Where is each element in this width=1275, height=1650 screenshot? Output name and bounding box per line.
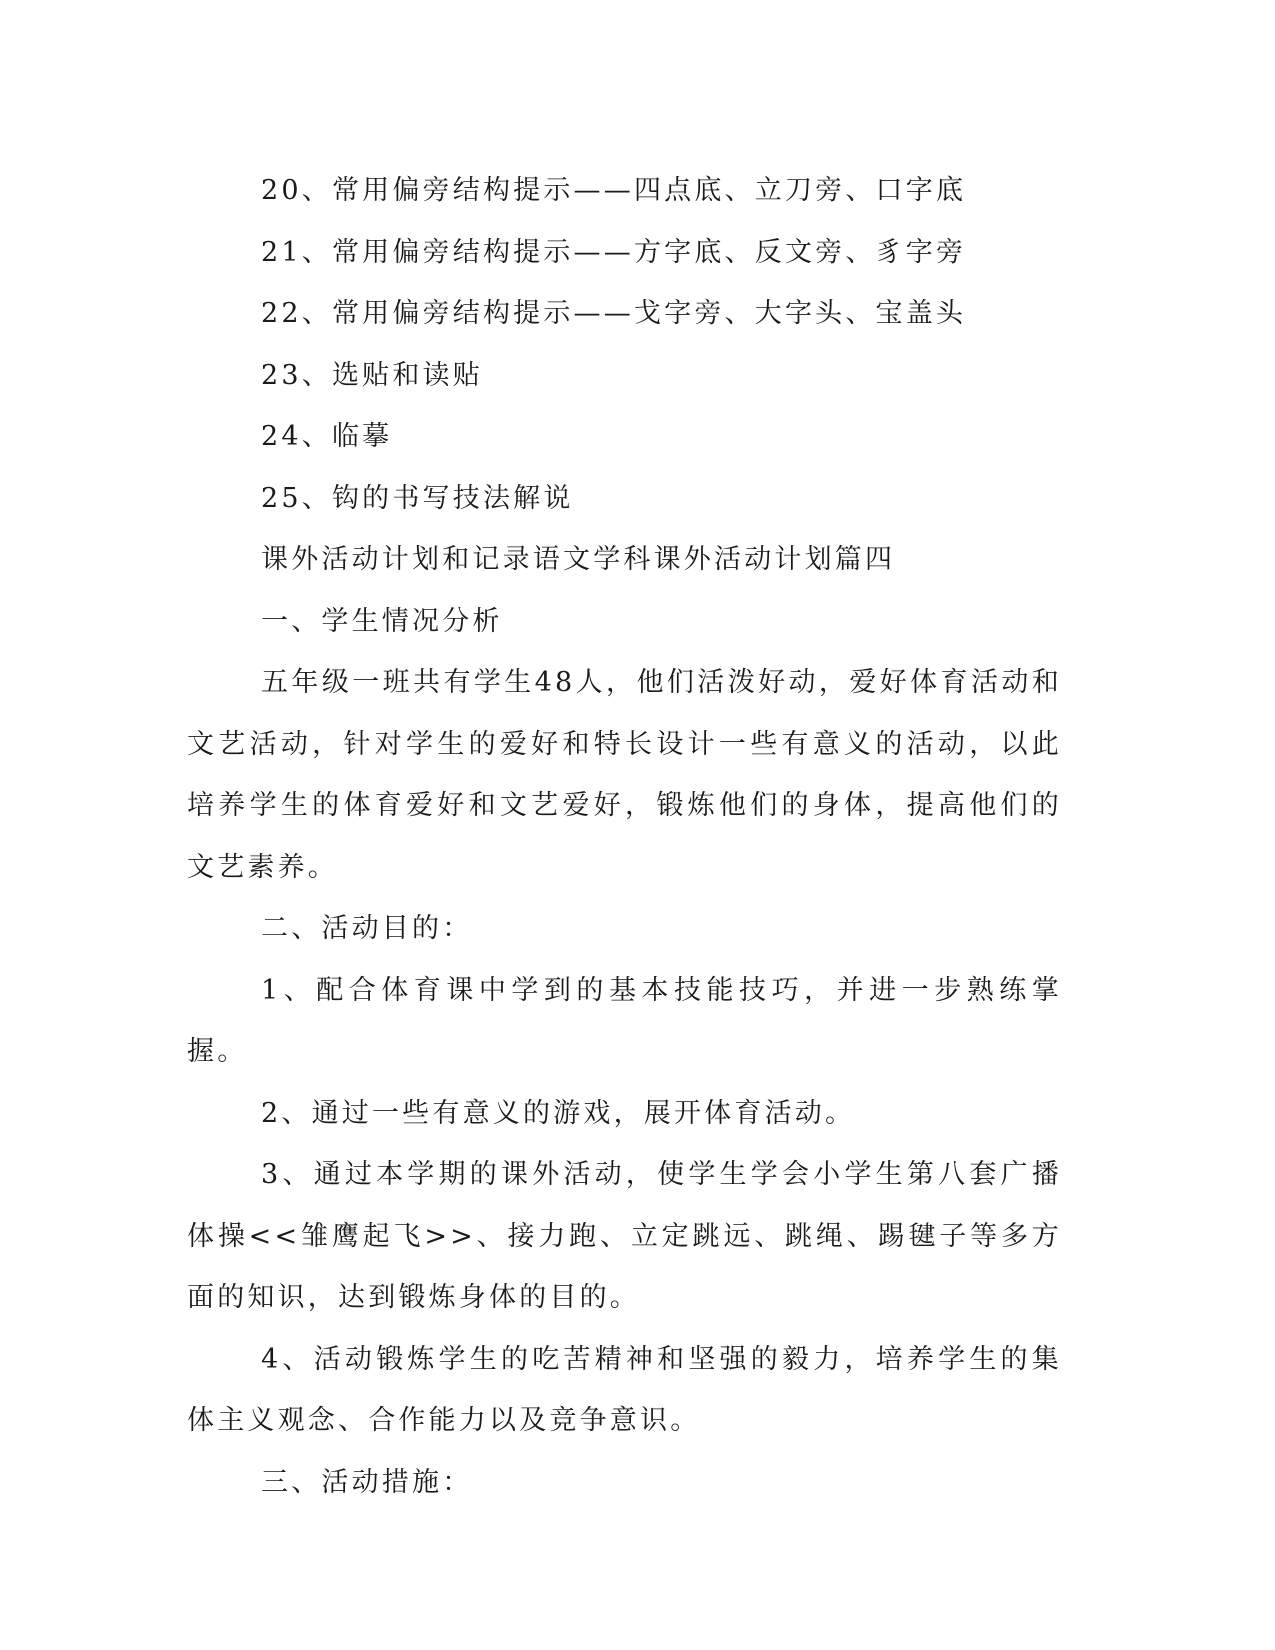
list-item-21: 21、常用偏旁结构提示——方字底、反文旁、豸字旁 [261,236,967,268]
document-body [187,160,1062,1513]
goal-item-1: 1、配合体育课中学到的基本技能技巧，并进一步熟练掌握。 [187,974,1062,1067]
list-item-20: 20、常用偏旁结构提示——四点底、立刀旁、口字底 [261,175,967,206]
paragraph-student-analysis: 五年级一班共有学生48人，他们活泼好动，爱好体育活动和文艺活动，针对学生的爱好和特长设计一些有意义的活动，以此培养学生的体育爱好和文艺爱好，锻炼他们的身体，提高他们的文艺素养。 [187,667,1062,883]
goal-item-3: 3、通过本学期的课外活动，使学生学会小学生第八套广播体操<<雏鹰起飞>>、接力跑、立定跳远、跳绳、踢毽子等多方面的知识，达到锻炼身体的目的。 [187,1159,1062,1313]
goal-item-2: 2、通过一些有意义的游戏，展开体育活动。 [261,1097,856,1129]
goal-item-4: 4、活动锻炼学生的吃苦精神和坚强的毅力，培养学生的集体主义观念、合作能力以及竞争意识。 [187,1343,1062,1436]
heading-activity-measures: 三、活动措施： [261,1466,473,1498]
list-item-22: 22、常用偏旁结构提示——戈字旁、大字头、宝盖头 [261,298,967,329]
heading-student-analysis: 一、学生情况分析 [261,605,503,637]
list-item-25: 25、钩的书写技法解说 [261,482,574,514]
list-item-23: 23、选贴和读贴 [261,359,483,391]
section-title: 课外活动计划和记录语文学科课外活动计划篇四 [261,544,896,575]
heading-activity-goals: 二、活动目的： [261,913,473,944]
list-item-24: 24、临摹 [261,421,393,452]
